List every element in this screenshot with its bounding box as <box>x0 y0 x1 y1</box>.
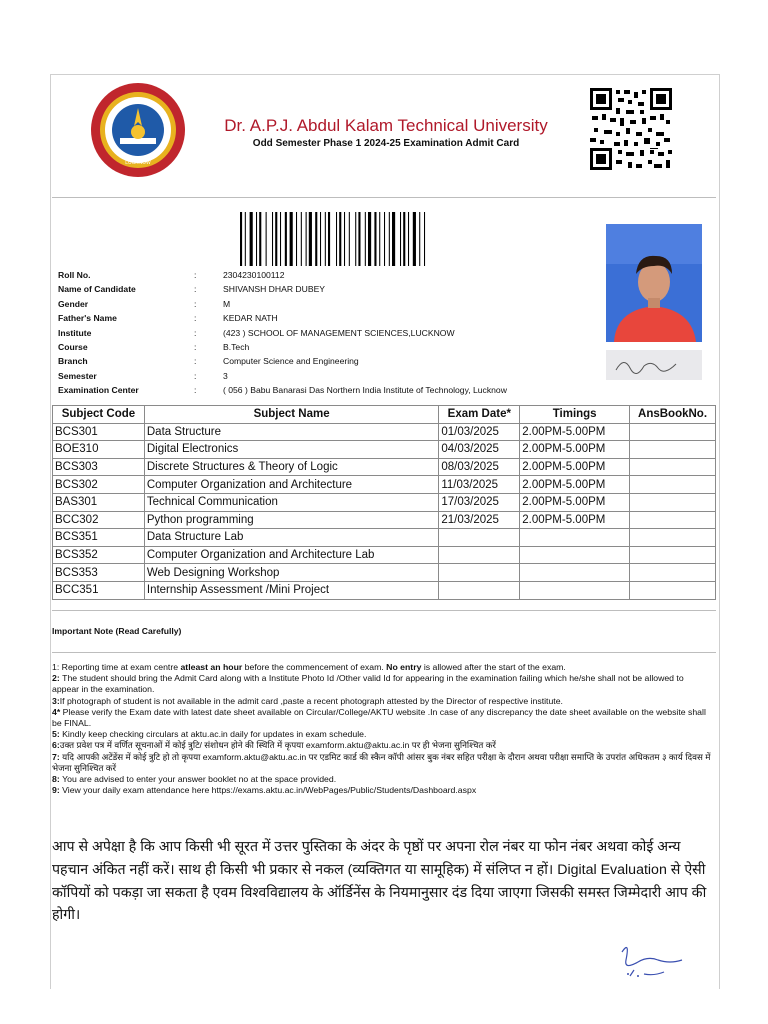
subject-code-cell: BCS351 <box>53 529 145 547</box>
note-divider <box>52 652 716 653</box>
detail-label: Branch <box>58 356 88 367</box>
exam-date-cell: 08/03/2025 <box>439 458 520 476</box>
ansbookno-cell <box>630 458 716 476</box>
subject-code-cell: BCS301 <box>53 423 145 441</box>
ansbookno-cell <box>630 441 716 459</box>
note-text: Kindly keep checking circulars at aktu.ac.in daily for updates in exam schedule. <box>62 729 367 740</box>
university-logo <box>90 82 186 178</box>
subject-code-cell: BCS303 <box>53 458 145 476</box>
ansbookno-cell <box>630 493 716 511</box>
detail-value: (423 ) SCHOOL OF MANAGEMENT SCIENCES,LUCKNOW <box>223 327 455 338</box>
note-text: यदि आपकी अटेंडेंस में कोई त्रुटि हो तो कृपया examform.aktu@aktu.ac.in पर एडमिट कार्ड की स्कैन कॉपी आंसर बुक नंबर सहित परीक्षा के दौरान अथवा परीक्षा समाप्ति के उपरांत अधिकतम ३ कार्य दिवस में भेजना सुनिश्चित करें <box>52 751 711 773</box>
subject-code-cell: BCS302 <box>53 476 145 494</box>
note-text: No entry <box>386 662 422 672</box>
table-divider <box>52 610 716 611</box>
header-ansbookno: AnsBookNo. <box>630 406 716 424</box>
detail-value: M <box>223 298 231 309</box>
exam-date-cell: 04/03/2025 <box>439 441 520 459</box>
detail-label: Course <box>58 341 88 352</box>
timings-cell: 2.00PM-5.00PM <box>520 441 630 459</box>
note-text: 5: <box>52 729 63 740</box>
note-text: 2: <box>52 673 63 684</box>
subject-name-cell: Python programming <box>144 511 438 529</box>
note-text: View your daily exam attendance here https://exams.aktu.ac.in/WebPages/Public/Students/Dashboard.aspx <box>62 785 477 796</box>
timings-cell <box>520 529 630 547</box>
header-subject-code: Subject Code <box>53 406 145 424</box>
subject-name-cell: Data Structure <box>144 423 438 441</box>
timings-cell: 2.00PM-5.00PM <box>520 458 630 476</box>
qr-code <box>590 88 672 170</box>
ansbookno-cell <box>630 581 716 599</box>
detail-value: B.Tech <box>223 341 250 352</box>
subject-name-cell: Internship Assessment /Mini Project <box>144 581 438 599</box>
exam-date-cell <box>439 529 520 547</box>
detail-label: Roll No. <box>58 270 91 280</box>
note-item <box>52 785 712 796</box>
exam-date-cell <box>439 564 520 582</box>
ansbookno-cell <box>630 529 716 547</box>
note-item <box>52 729 712 740</box>
subject-name-cell: Computer Organization and Architecture <box>144 476 438 494</box>
detail-row <box>58 297 618 311</box>
table-row <box>53 529 716 547</box>
ansbookno-cell <box>630 476 716 494</box>
table-row <box>53 546 716 564</box>
notes-list <box>52 662 712 796</box>
note-text: 6: <box>52 740 60 751</box>
timings-cell: 2.00PM-5.00PM <box>520 511 630 529</box>
header-exam-date: Exam Date* <box>439 406 520 424</box>
exam-date-cell <box>439 546 520 564</box>
note-text: is allowed after the start of the exam. <box>421 662 566 672</box>
detail-value: SHIVANSH DHAR DUBEY <box>223 284 326 295</box>
detail-row <box>58 326 618 340</box>
note-text: You are advised to enter your answer booklet no at the space provided. <box>62 774 337 785</box>
table-row <box>53 423 716 441</box>
table-header-row <box>53 406 716 424</box>
note-item <box>52 707 712 729</box>
subject-name-cell: Computer Organization and Architecture Lab <box>144 546 438 564</box>
note-text: उक्त प्रवेश पत्र में वर्णित सूचनाओं में कोई त्रुटि/ संशोधन होने की स्थिति में कृपया examform.aktu@aktu.ac.in पर ही भेजना सुनिश्चित करें <box>59 740 496 751</box>
note-text: 8: <box>52 774 63 785</box>
exam-date-cell: 17/03/2025 <box>439 493 520 511</box>
detail-separator: : <box>194 270 197 280</box>
detail-row <box>58 383 618 397</box>
logo-text: LUCKNOW <box>125 160 151 166</box>
note-text: 3: <box>52 695 60 706</box>
note-text: 7: <box>52 751 63 762</box>
subject-name-cell: Digital Electronics <box>144 441 438 459</box>
detail-value: KEDAR NATH <box>223 313 278 324</box>
detail-separator: : <box>194 341 197 352</box>
timings-cell <box>520 581 630 599</box>
subject-code-cell: BAS301 <box>53 493 145 511</box>
header-subject-name: Subject Name <box>144 406 438 424</box>
admit-card-title: Odd Semester Phase 1 2024-25 Examination Admit Card <box>252 138 520 149</box>
detail-row <box>58 282 618 296</box>
detail-separator: : <box>194 370 197 381</box>
note-text: atleast an hour <box>180 662 243 672</box>
table-row <box>53 493 716 511</box>
detail-label: Gender <box>58 298 89 309</box>
ansbookno-cell <box>630 423 716 441</box>
detail-label: Institute <box>58 327 92 338</box>
ansbookno-cell <box>630 511 716 529</box>
note-item <box>52 673 712 695</box>
header-divider <box>52 197 716 198</box>
detail-separator: : <box>194 284 197 295</box>
table-row <box>53 441 716 459</box>
timings-cell: 2.00PM-5.00PM <box>520 493 630 511</box>
note-text: 1: <box>52 662 62 672</box>
detail-label: Examination Center <box>58 385 139 396</box>
table-row <box>53 581 716 599</box>
note-item <box>52 740 712 751</box>
candidate-photo <box>606 224 702 342</box>
barcode <box>240 212 476 266</box>
detail-row <box>58 340 618 354</box>
subject-name-cell: Technical Communication <box>144 493 438 511</box>
subject-code-cell: BCC302 <box>53 511 145 529</box>
exam-date-cell: 11/03/2025 <box>439 476 520 494</box>
detail-label: Name of Candidate <box>58 284 136 295</box>
detail-row <box>58 354 618 368</box>
detail-row <box>58 268 618 282</box>
subject-code-cell: BOE310 <box>53 441 145 459</box>
note-text: If photograph of student is not available in the admit card ,paste a recent photograph attested by the Director of respective institute. <box>59 695 563 706</box>
header-timings: Timings <box>520 406 630 424</box>
subject-code-cell: BCS352 <box>53 546 145 564</box>
hindi-instruction: आप से अपेक्षा है कि आप किसी भी सूरत में उत्तर पुस्तिका के अंदर के पृष्ठों पर अपना रोल नंबर या फोन नंबर अथवा कोई अन्य पहचान अंकित नहीं करें। साथ ही किसी भी प्रकार से नकल (व्यक्तिगत या सामूहिक) में संलिप्त न हों। Digital Evaluation से ऐसी कॉपियों को पकड़ा जा सकता है एवम विश्वविद्यालय के ऑर्डिनेंस के नियमानुसार दंड दिया जाएगा जिसकी समस्त जिम्मेदारी आप की होगी। <box>52 839 707 924</box>
subject-name-cell: Data Structure Lab <box>144 529 438 547</box>
detail-value: ( 056 ) Babu Banarasi Das Northern India Institute of Technology, Lucknow <box>223 385 507 396</box>
note-item <box>52 774 712 785</box>
note-text: Reporting time at exam centre <box>61 662 181 672</box>
detail-label: Semester <box>58 370 97 381</box>
important-note-title: Important Note (Read Carefully) <box>52 626 182 636</box>
subject-code-cell: BCC351 <box>53 581 145 599</box>
note-text: Please verify the Exam date with latest date sheet available on Circular/College/AKTU website .In case of any discrepancy the date sheet available on the website shall be FINAL. <box>52 706 706 729</box>
controller-signature <box>604 930 698 982</box>
detail-separator: : <box>194 313 197 324</box>
note-text: 9: <box>52 785 63 796</box>
detail-separator: : <box>194 298 197 309</box>
timings-cell <box>520 564 630 582</box>
detail-row <box>58 369 618 383</box>
note-text: The student should bring the Admit Card along with a Institute Photo Id /Other valid Id for appearing in the examination failing which he/she shall not be allowed to appear in the examination. <box>52 673 684 695</box>
detail-label: Father's Name <box>58 313 117 324</box>
detail-value: Computer Science and Engineering <box>223 356 359 367</box>
detail-row <box>58 311 618 325</box>
detail-separator: : <box>194 356 197 367</box>
candidate-details <box>58 268 618 398</box>
exam-date-cell: 21/03/2025 <box>439 511 520 529</box>
note-text: before the commencement of exam. <box>242 662 387 672</box>
subject-code-cell: BCS353 <box>53 564 145 582</box>
table-row <box>53 476 716 494</box>
exam-date-cell <box>439 581 520 599</box>
detail-separator: : <box>194 385 197 396</box>
timings-cell <box>520 546 630 564</box>
subject-name-cell: Discrete Structures & Theory of Logic <box>144 458 438 476</box>
table-row <box>53 458 716 476</box>
subject-name-cell: Web Designing Workshop <box>144 564 438 582</box>
note-item <box>52 696 712 707</box>
note-item <box>52 752 712 774</box>
table-row <box>53 564 716 582</box>
exam-date-cell: 01/03/2025 <box>439 423 520 441</box>
table-row <box>53 511 716 529</box>
detail-value: 2304230100112 <box>223 270 285 280</box>
note-text: 4* <box>52 706 63 717</box>
note-item <box>52 662 712 673</box>
detail-value: 3 <box>223 370 228 381</box>
ansbookno-cell <box>630 564 716 582</box>
timings-cell: 2.00PM-5.00PM <box>520 476 630 494</box>
university-name: Dr. A.P.J. Abdul Kalam Technical University <box>224 116 548 135</box>
candidate-signature <box>606 350 702 380</box>
timings-cell: 2.00PM-5.00PM <box>520 423 630 441</box>
subjects-table <box>52 405 716 600</box>
detail-separator: : <box>194 327 197 338</box>
ansbookno-cell <box>630 546 716 564</box>
